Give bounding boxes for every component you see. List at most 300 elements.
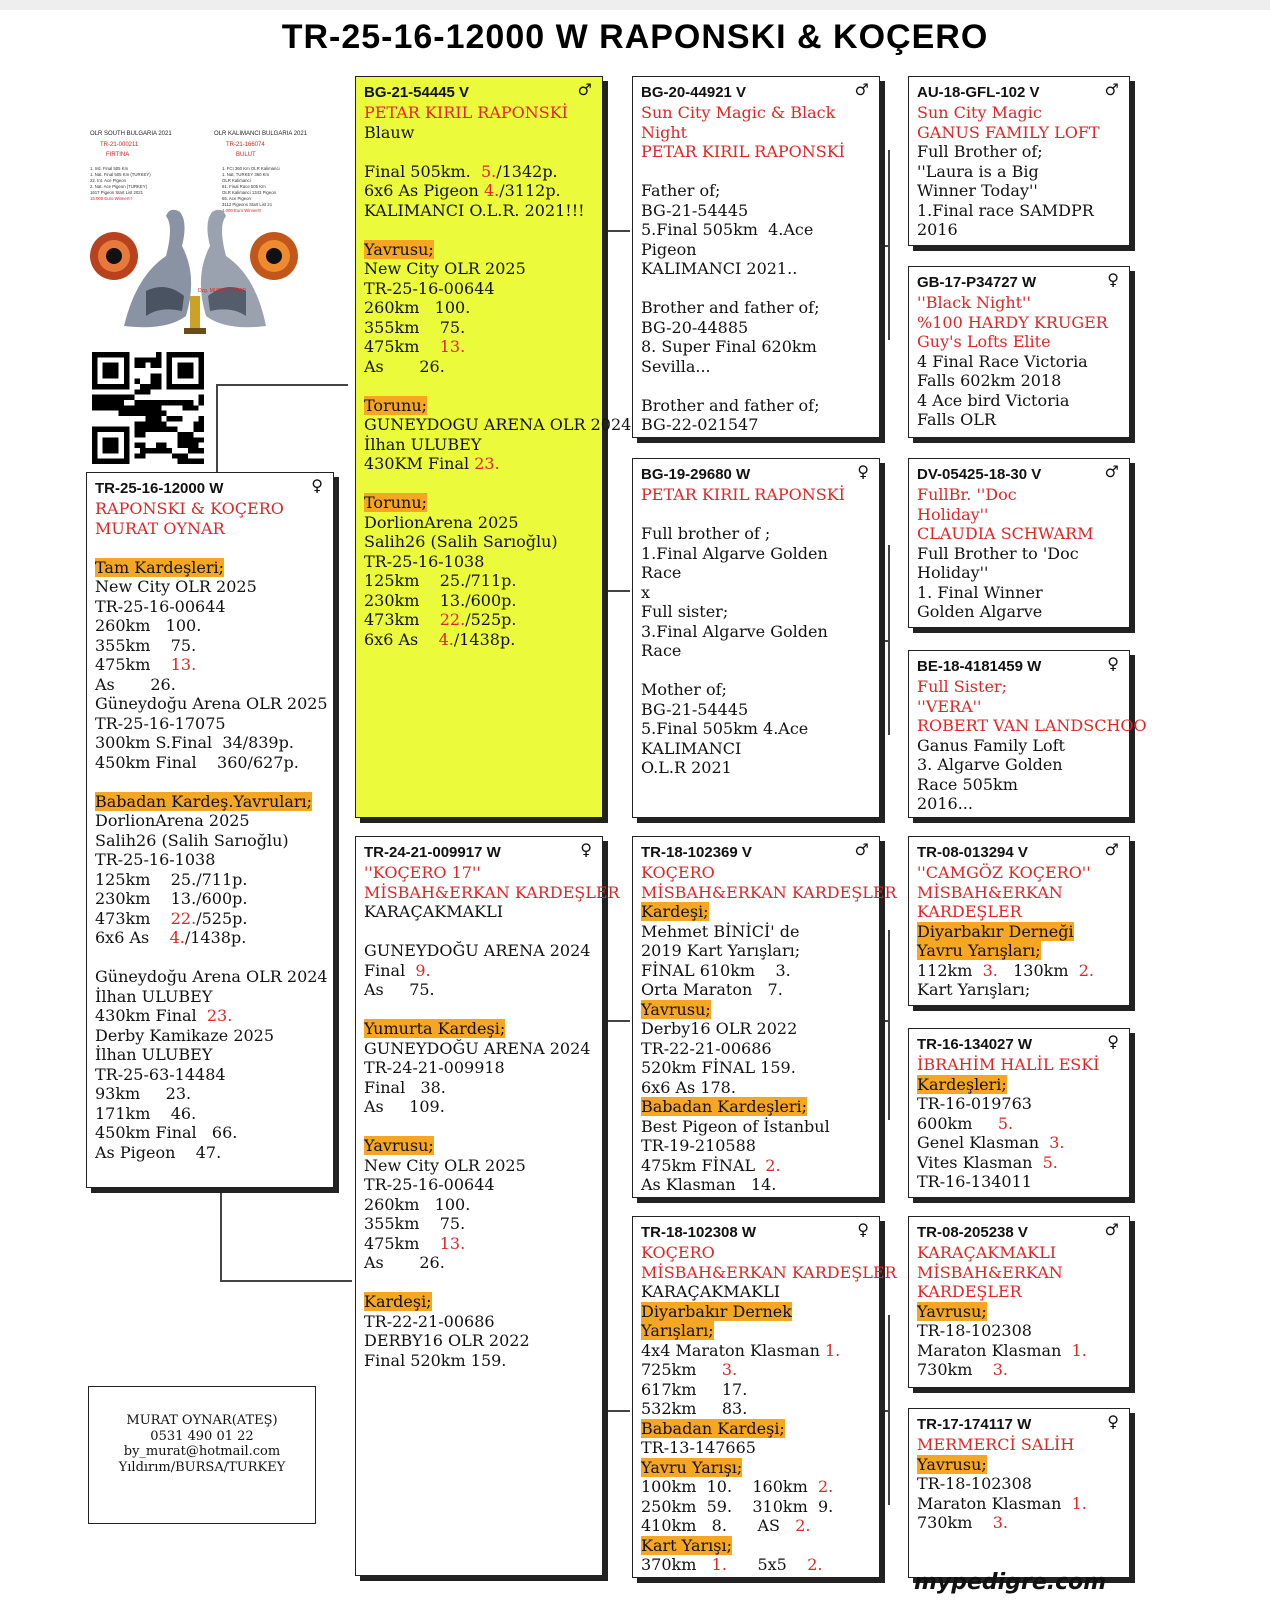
page-title: TR-25-16-12000 W RAPONSKI & KOÇERO xyxy=(281,18,989,56)
line-text: TR-22-21-00686 xyxy=(364,1311,495,1331)
card-blank-line xyxy=(641,505,871,525)
card-line xyxy=(917,941,1121,961)
highlighted-heading: Yavru Yarışı; xyxy=(641,1457,743,1477)
card-line xyxy=(917,602,1121,622)
connector-line xyxy=(880,1020,890,1022)
line-text: 4x4 Maraton Klasman xyxy=(641,1340,825,1360)
card-line xyxy=(364,630,594,650)
red-text: ''VERA'' xyxy=(917,696,982,716)
card-line xyxy=(641,396,871,416)
card-line xyxy=(95,967,328,987)
line-text: 473km xyxy=(364,610,440,629)
card-line xyxy=(641,1039,871,1059)
card-line xyxy=(95,811,325,831)
card-line xyxy=(917,775,1121,795)
card-line xyxy=(364,1214,594,1234)
card-line xyxy=(364,181,594,201)
line-text: 130km xyxy=(997,960,1079,980)
card-blank-line xyxy=(641,162,871,182)
card-line xyxy=(917,524,1121,544)
line-text: 1.Final race SAMDPR xyxy=(917,200,1094,220)
red-text: KOÇERO xyxy=(641,1243,715,1262)
connector-line xyxy=(606,1020,630,1022)
card-line xyxy=(95,792,325,812)
connector-line xyxy=(216,384,348,386)
card-line xyxy=(917,1321,1121,1341)
connector-line xyxy=(606,590,630,592)
line-text: Güneydoğu Arena OLR 2025 xyxy=(95,694,328,713)
red-text: İBRAHİM HALİL ESKİ xyxy=(917,1055,1100,1074)
card-line xyxy=(641,1380,871,1400)
line-text: 3.Final Algarve Golden xyxy=(641,621,828,641)
red-text: MİSBAH&ERKAN KARDEŞLER xyxy=(364,882,620,902)
male-sex-icon: ♂ xyxy=(1104,840,1119,859)
highlighted-heading: Tam Kardeşleri; xyxy=(95,557,225,577)
card-line xyxy=(641,201,871,221)
red-text: 3. xyxy=(992,1513,1009,1532)
card-line xyxy=(95,675,325,695)
line-text: GUNEYDOGU ARENA OLR 2024 xyxy=(364,415,632,434)
card-line xyxy=(917,736,1121,756)
line-text: 473km xyxy=(95,908,171,928)
red-text: 2. xyxy=(765,1155,781,1175)
highlighted-heading: Torunu; xyxy=(364,493,428,512)
card-line xyxy=(95,714,325,734)
card-line xyxy=(364,1156,594,1176)
card-line xyxy=(95,694,328,714)
poster-line: 1. FCI 360 Km OLR Kalimanci xyxy=(222,166,280,171)
line-text: 125km 25./711p. xyxy=(95,869,248,889)
sire-sire-sire-card xyxy=(908,76,1130,246)
ring-number: BG-20-44921 V xyxy=(641,84,747,101)
line-text: Final 505km. xyxy=(364,161,481,181)
card-line xyxy=(641,622,871,642)
contact-phone[interactable]: 0531 490 01 22 xyxy=(150,1428,254,1444)
highlighted-heading: Yarışları; xyxy=(641,1321,714,1340)
red-text: KARDEŞLER xyxy=(917,1282,1022,1301)
card-line xyxy=(641,1360,871,1380)
red-text: KARAÇAKMAKLI xyxy=(917,1243,1057,1262)
line-text: TR-24-21-009918 xyxy=(364,1058,505,1077)
line-text: /1342p. xyxy=(496,161,558,181)
card-line xyxy=(364,1331,594,1351)
line-text: Maraton Klasman xyxy=(917,1493,1072,1513)
line-text: GUNEYDOĞU ARENA 2024 xyxy=(364,1038,591,1058)
red-text: Guy's Lofts Elite xyxy=(917,332,1051,351)
line-text: 1. Final Winner xyxy=(917,582,1043,602)
card-line xyxy=(641,1399,871,1419)
card-line xyxy=(641,240,871,260)
line-text: Güneydoğu Arena OLR 2024 xyxy=(95,967,328,986)
line-text: TR-22-21-00686 xyxy=(641,1038,772,1058)
red-text: 2. xyxy=(795,1516,811,1535)
red-text: 5. xyxy=(480,161,497,181)
line-text: 532km 83. xyxy=(641,1399,748,1418)
line-text: TR-16-134011 xyxy=(917,1172,1032,1191)
red-text: Sun City Magic xyxy=(917,103,1042,122)
card-line xyxy=(95,987,325,1007)
card-line xyxy=(917,313,1121,333)
poster-line: 1. Nat. TURKEY 360 Km xyxy=(222,172,270,177)
qr-code[interactable] xyxy=(92,352,204,464)
card-line xyxy=(641,1302,871,1322)
card-line xyxy=(641,1477,871,1497)
line-text: Brother and father of; xyxy=(641,395,820,415)
ring-number: GB-17-P34727 W xyxy=(917,274,1037,291)
card-line xyxy=(364,961,594,981)
line-text: 5.Final 505km 4.Ace xyxy=(641,719,809,738)
card-details xyxy=(917,1055,1121,1192)
poster-left-name: FIRTINA xyxy=(106,152,130,158)
ring-number: TR-25-16-12000 W xyxy=(95,480,224,497)
card-line xyxy=(641,415,871,435)
red-text: PETAR KIRIL RAPONSKİ xyxy=(364,103,568,122)
line-text: BG-21-54445 xyxy=(641,200,749,220)
card-line xyxy=(364,1234,594,1254)
line-text: 4 Ace bird Victoria xyxy=(917,390,1070,410)
card-line xyxy=(917,1075,1121,1095)
line-text: TR-13-147665 xyxy=(641,1438,756,1457)
male-sex-icon: ♂ xyxy=(854,840,869,859)
card-line xyxy=(95,1006,325,1026)
line-text: TR-25-63-14484 xyxy=(95,1064,226,1084)
card-line xyxy=(641,641,871,661)
line-text: As 26. xyxy=(95,674,176,694)
card-blank-line xyxy=(364,1117,594,1137)
line-text: TR-25-16-00644 xyxy=(364,1175,495,1194)
red-text: KARDEŞLER xyxy=(917,902,1022,921)
line-text: 230km 13./600p. xyxy=(364,590,517,610)
card-details xyxy=(95,499,328,1162)
highlighted-heading: Yavrusu; xyxy=(917,1301,987,1321)
red-text: ''Black Night'' xyxy=(917,293,1031,312)
male-sex-icon: ♂ xyxy=(577,80,592,99)
card-details xyxy=(917,103,1121,240)
line-text: Orta Maraton 7. xyxy=(641,980,783,999)
line-text: Maraton Klasman xyxy=(917,1340,1072,1360)
card-line xyxy=(917,677,1121,697)
highlighted-heading: Diyarbakır Derneği xyxy=(917,921,1074,941)
card-blank-line xyxy=(95,538,325,558)
red-text: 22. xyxy=(439,610,466,629)
poster-left-ring: TR-21-000211 xyxy=(100,142,139,148)
card-line xyxy=(364,610,594,630)
card-line xyxy=(641,1019,871,1039)
ring-number: BE-18-4181459 W xyxy=(917,658,1042,675)
card-line xyxy=(641,922,871,942)
brand-logo[interactable]: mypedigre.com xyxy=(914,1570,1107,1595)
line-text: Full brother of ; xyxy=(641,524,771,543)
red-text: MİSBAH&ERKAN xyxy=(917,882,1063,902)
card-line xyxy=(95,577,325,597)
card-line xyxy=(364,123,594,143)
line-text: 475km FİNAL xyxy=(641,1155,766,1175)
card-line xyxy=(641,1341,871,1361)
red-text: MİSBAH&ERKAN xyxy=(917,1262,1063,1282)
pigeon-poster-image xyxy=(86,126,308,344)
top-band xyxy=(0,0,1270,10)
card-line xyxy=(364,396,594,416)
line-text: Golden Algarve xyxy=(917,602,1043,621)
highlighted-heading: Kardeşleri; xyxy=(917,1074,1007,1094)
line-text: 125km 25./711p. xyxy=(364,571,517,590)
card-line xyxy=(364,1058,594,1078)
line-text: TR-25-16-17075 xyxy=(95,713,226,733)
ring-number: TR-18-102308 W xyxy=(641,1224,757,1241)
line-text: As 109. xyxy=(364,1097,445,1116)
ring-number: BG-19-29680 W xyxy=(641,466,751,483)
line-text: KARAÇAKMAKLI xyxy=(641,1282,781,1301)
card-line xyxy=(641,719,871,739)
card-line xyxy=(95,1045,325,1065)
card-line xyxy=(95,889,325,909)
card-line xyxy=(641,1321,871,1341)
poster-line: 65. Ace Pigeon xyxy=(222,196,251,201)
card-line xyxy=(364,1351,594,1371)
card-line xyxy=(917,1263,1121,1283)
line-text: 230km 13./600p. xyxy=(95,889,248,908)
contact-email[interactable]: by_murat@hotmail.com xyxy=(123,1444,281,1459)
card-line xyxy=(364,902,594,922)
card-line xyxy=(364,337,594,357)
card-line xyxy=(364,591,594,611)
sire-card xyxy=(355,76,632,818)
poster-line: 22. Int. Ace Pigeon xyxy=(90,178,127,183)
line-text: 730km xyxy=(917,1360,993,1379)
card-blank-line xyxy=(364,474,594,494)
card-line xyxy=(917,103,1121,123)
line-text: 5.Final 505km 4.Ace xyxy=(641,220,814,239)
card-line xyxy=(364,513,594,533)
line-text: 8. Super Final 620km xyxy=(641,337,817,356)
card-details xyxy=(917,863,1121,1000)
card-line xyxy=(641,1175,871,1195)
card-line xyxy=(641,563,871,583)
card-line xyxy=(917,1055,1121,1075)
red-text: 13. xyxy=(170,655,197,674)
line-text: Falls 602km 2018 xyxy=(917,371,1062,390)
line-text: İlhan ULUBEY xyxy=(364,434,482,454)
connector-line xyxy=(606,230,608,590)
line-text: Genel Klasman xyxy=(917,1133,1050,1152)
card-line xyxy=(641,1419,871,1439)
card-line xyxy=(364,493,594,513)
card-line xyxy=(917,1133,1121,1153)
line-text: Derby Kamikaze 2025 xyxy=(95,1025,275,1045)
highlighted-heading: Yavrusu; xyxy=(364,1136,434,1155)
red-text: 9. xyxy=(415,960,431,980)
line-text: New City OLR 2025 xyxy=(364,259,526,278)
poster-left-title: OLR SOUTH BULGARIA 2021 xyxy=(90,131,172,137)
card-line xyxy=(364,1136,594,1156)
female-sex-icon: ♀ xyxy=(857,462,869,481)
ring-number: TR-16-134027 W xyxy=(917,1036,1033,1053)
ring-number: TR-17-174117 W xyxy=(917,1416,1032,1433)
line-text: DERBY16 OLR 2022 xyxy=(364,1331,530,1350)
line-text: KALIMANCI O.L.R. 2021!!! xyxy=(364,200,585,220)
red-text: 13. xyxy=(439,1233,466,1253)
card-blank-line xyxy=(95,948,325,968)
ring-number: TR-08-205238 V xyxy=(917,1224,1028,1241)
card-line xyxy=(917,1243,1121,1263)
red-text: PETAR KIRIL RAPONSKİ xyxy=(641,485,845,504)
dam-dam-dam-card xyxy=(908,1408,1130,1578)
red-text: GANUS FAMILY LOFT xyxy=(917,122,1100,142)
card-line xyxy=(917,1494,1121,1514)
card-line xyxy=(641,259,871,279)
ring-number: DV-05425-18-30 V xyxy=(917,466,1042,483)
line-text: New City OLR 2025 xyxy=(364,1155,526,1175)
line-text: Best Pigeon of İstanbul xyxy=(641,1116,830,1136)
line-text: As Klasman 14. xyxy=(641,1175,777,1194)
line-text: 6x6 As 178. xyxy=(641,1077,736,1097)
line-text: Ganus Family Loft xyxy=(917,735,1065,755)
card-line xyxy=(917,352,1121,372)
card-details xyxy=(917,293,1121,430)
line-text: 475km xyxy=(364,337,440,356)
card-line xyxy=(917,980,1121,1000)
highlighted-heading: Yavru Yarışları; xyxy=(917,941,1041,960)
card-line xyxy=(641,337,871,357)
ring-number: TR-08-013294 V xyxy=(917,844,1028,861)
card-line xyxy=(917,697,1121,717)
line-text: BG-20-44885 xyxy=(641,317,749,337)
highlighted-heading: Kardeşi; xyxy=(364,1292,432,1311)
line-text: DorlionArena 2025 xyxy=(364,512,519,532)
red-text: 4. xyxy=(169,928,185,947)
card-line xyxy=(917,716,1147,736)
card-line xyxy=(917,1094,1121,1114)
card-line xyxy=(917,755,1121,775)
card-line xyxy=(641,1497,871,1517)
line-text: Final xyxy=(364,960,416,980)
card-line xyxy=(917,1153,1121,1173)
poster-line: 3112 Pigeons Start List 21 xyxy=(222,202,273,207)
card-line xyxy=(917,162,1121,182)
card-line xyxy=(95,850,325,870)
card-line xyxy=(917,961,1121,981)
line-text: Full sister; xyxy=(641,602,729,621)
male-sex-icon: ♂ xyxy=(1104,462,1119,481)
highlighted-heading: Diyarbakır Dernek xyxy=(641,1301,792,1321)
red-text: %100 HARDY KRUGER xyxy=(917,312,1108,332)
card-line xyxy=(641,980,871,1000)
card-line xyxy=(641,123,871,143)
card-line xyxy=(95,753,325,773)
connector-line xyxy=(220,1280,352,1282)
card-line xyxy=(641,544,871,564)
poster-line: 4.000 Euro Winner!!! xyxy=(222,208,262,213)
line-text: Pigeon xyxy=(641,239,697,259)
line-text: Final 520km 159. xyxy=(364,1350,507,1370)
red-text: RAPONSKI & KOÇERO xyxy=(95,499,284,518)
ring-number: TR-18-102369 V xyxy=(641,844,752,861)
card-details xyxy=(641,863,897,1195)
poster-line: 1617 Pigeon Start List 2021 xyxy=(90,190,144,195)
dam-sire-card xyxy=(632,836,897,1198)
contact-box xyxy=(88,1386,316,1524)
card-line xyxy=(364,1019,594,1039)
line-text: 520km FİNAL 159. xyxy=(641,1058,796,1077)
line-text: Falls OLR xyxy=(917,410,996,429)
card-line xyxy=(364,415,632,435)
red-text: MERMERCİ SALİH xyxy=(917,1435,1075,1454)
line-text: 450km Final 66. xyxy=(95,1123,238,1142)
card-line xyxy=(641,1438,871,1458)
highlighted-heading: Yavrusu; xyxy=(917,1454,987,1474)
red-text: 23. xyxy=(474,454,500,473)
female-sex-icon: ♀ xyxy=(311,476,323,495)
card-blank-line xyxy=(364,1000,594,1020)
card-line xyxy=(95,1026,325,1046)
card-line xyxy=(641,1282,871,1302)
sire-dam-card xyxy=(632,458,880,818)
line-text: 355km 75. xyxy=(95,635,197,655)
dam-card xyxy=(355,836,620,1576)
card-line xyxy=(917,583,1121,603)
ring-number: AU-18-GFL-102 V xyxy=(917,84,1040,101)
red-text: MİSBAH&ERKAN KARDEŞLER xyxy=(641,882,897,902)
card-blank-line xyxy=(95,772,325,792)
card-line xyxy=(641,485,871,505)
red-text: 3. xyxy=(982,960,998,980)
line-text: 260km 100. xyxy=(95,616,202,635)
red-text: Night xyxy=(641,122,688,142)
card-line xyxy=(641,298,871,318)
male-sex-icon: ♂ xyxy=(1104,1220,1119,1239)
card-line xyxy=(917,142,1121,162)
line-text: Brother and father of; xyxy=(641,298,820,317)
line-text: As 75. xyxy=(364,980,435,999)
highlighted-heading: Yavrusu; xyxy=(364,239,434,259)
card-line xyxy=(917,1455,1121,1475)
line-text: 1.Final Algarve Golden xyxy=(641,543,828,563)
card-details xyxy=(641,1243,897,1575)
line-text: 725km xyxy=(641,1360,722,1379)
dam-sire-sire-card xyxy=(908,836,1130,1006)
female-sex-icon: ♀ xyxy=(1107,1032,1119,1051)
card-line xyxy=(95,655,325,675)
connector-line xyxy=(888,930,890,1120)
line-text: 2016 xyxy=(917,220,958,239)
female-sex-icon: ♀ xyxy=(1107,654,1119,673)
card-line xyxy=(364,435,594,455)
card-line xyxy=(917,563,1121,583)
card-line xyxy=(641,1078,871,1098)
card-line xyxy=(641,1156,871,1176)
line-text: 6x6 As xyxy=(95,928,170,947)
line-text: Blauw xyxy=(364,122,415,142)
connector-line xyxy=(606,1410,630,1412)
card-line xyxy=(917,293,1121,313)
card-details xyxy=(364,103,632,649)
red-text: 13. xyxy=(439,337,466,356)
card-line xyxy=(364,1078,594,1098)
card-line xyxy=(95,733,325,753)
line-text: 260km 100. xyxy=(364,1194,471,1214)
line-text: /525p. xyxy=(196,908,248,928)
card-line xyxy=(641,220,871,240)
poster-line: 1. Nat. Final 505 Km (TURKEY) xyxy=(90,172,151,177)
red-text: Full Sister; xyxy=(917,677,1007,696)
card-line xyxy=(917,485,1121,505)
card-line xyxy=(641,1458,871,1478)
connector-line xyxy=(880,1410,890,1412)
line-text: 370km xyxy=(641,1555,712,1574)
card-line xyxy=(364,532,594,552)
card-details xyxy=(641,103,871,435)
card-line xyxy=(95,870,325,890)
